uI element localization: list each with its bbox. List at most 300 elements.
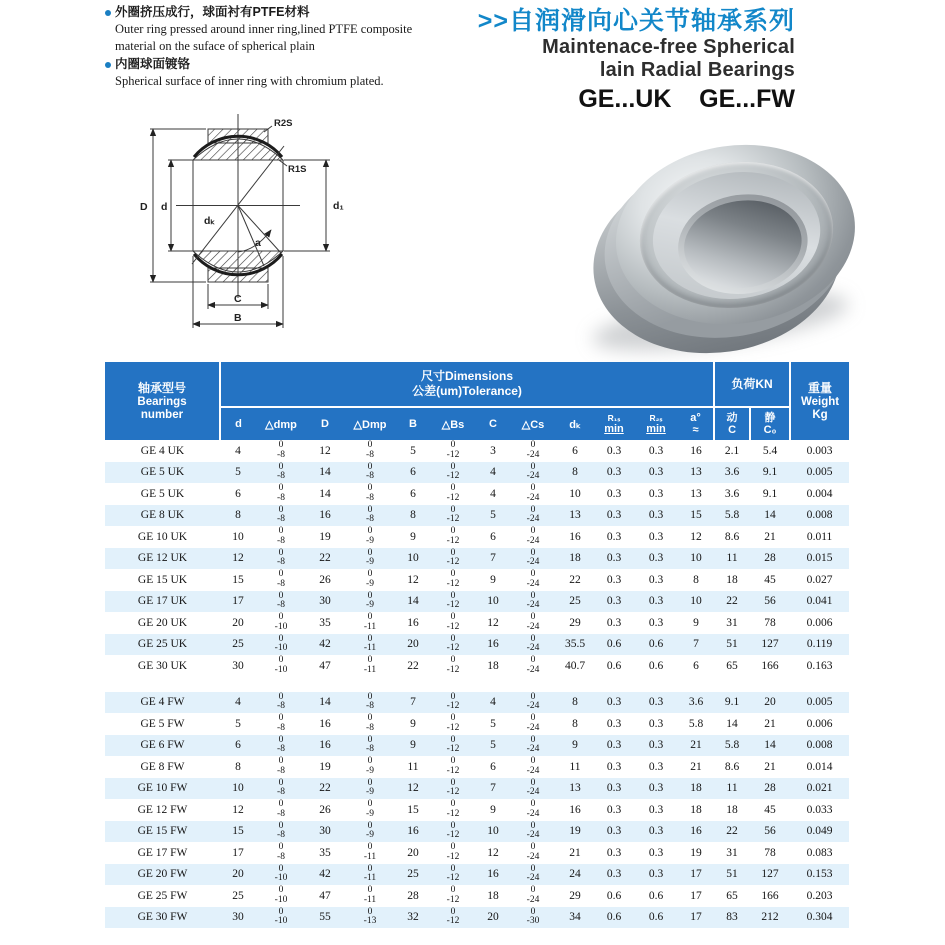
spec-value: 0.3 bbox=[606, 487, 622, 500]
spec-value: 78 bbox=[764, 846, 776, 859]
spec-value: 4 bbox=[476, 692, 510, 714]
spec-value: 16 bbox=[569, 803, 581, 816]
bullet-icon bbox=[105, 10, 111, 16]
spec-value: 8 bbox=[693, 573, 699, 586]
spec-value: 6 bbox=[490, 760, 496, 773]
spec-value: 16 bbox=[407, 616, 419, 629]
spec-value: 11 bbox=[407, 760, 419, 773]
spec-value: 0.3 bbox=[634, 505, 678, 527]
spec-value: 0 -12 bbox=[446, 885, 460, 905]
bearing-model: GE 8 UK bbox=[105, 505, 220, 527]
spec-value: 83 bbox=[714, 907, 750, 929]
spec-value: 28 bbox=[407, 889, 419, 902]
spec-value: 3.6 bbox=[724, 487, 740, 500]
spec-value: 22 bbox=[569, 573, 581, 586]
spec-value: 0.3 bbox=[648, 760, 664, 773]
spec-value: 21 bbox=[764, 760, 776, 773]
column-header: dₖ bbox=[556, 407, 594, 440]
column-header: R₂ₛ min bbox=[634, 407, 678, 440]
outer-ring-top bbox=[193, 139, 283, 160]
spec-value: 0.003 bbox=[806, 444, 833, 457]
spec-value: 13 bbox=[556, 778, 594, 800]
spec-value: 9 bbox=[410, 530, 416, 543]
spec-value: 5 bbox=[476, 735, 510, 757]
spec-value: 0 -24 bbox=[510, 692, 556, 714]
table-row bbox=[105, 655, 849, 677]
dim-label-R1S: R1S bbox=[288, 164, 307, 175]
bearings-number-zh: 轴承型号 bbox=[137, 380, 186, 395]
dim-label-a: a bbox=[255, 237, 261, 249]
spec-value: 0 -12 bbox=[430, 634, 476, 656]
dim-label-B: B bbox=[234, 312, 242, 324]
bearing-model: GE 12 UK bbox=[105, 548, 220, 570]
spec-value: 18 bbox=[690, 803, 702, 816]
column-header: R₁ₛ min bbox=[594, 407, 634, 440]
table-row bbox=[105, 735, 849, 757]
spec-value: 17 bbox=[678, 907, 714, 929]
spec-value: 127 bbox=[750, 864, 790, 886]
spec-value: 0 -12 bbox=[446, 655, 460, 675]
spec-value: 13 bbox=[556, 505, 594, 527]
spec-value: 4 bbox=[476, 462, 510, 484]
spec-value: 22 bbox=[714, 821, 750, 843]
column-header: d bbox=[220, 407, 256, 440]
spec-value: 40.7 bbox=[564, 659, 586, 672]
spec-value: 0.3 bbox=[594, 778, 634, 800]
spec-value: 7 bbox=[476, 778, 510, 800]
table-row bbox=[105, 778, 849, 800]
spec-value: 14 bbox=[319, 487, 331, 500]
spec-value: 0.3 bbox=[594, 591, 634, 613]
spec-value: 13 bbox=[690, 487, 702, 500]
spec-value: 28 bbox=[750, 778, 790, 800]
spec-value: 4 bbox=[220, 692, 256, 714]
spec-value: 0 -11 bbox=[363, 885, 377, 905]
spec-value: 18 bbox=[726, 573, 738, 586]
spec-value: 14 bbox=[306, 462, 344, 484]
spec-value: 0 -10 bbox=[256, 634, 306, 656]
spec-value: 9 bbox=[490, 803, 496, 816]
spec-value: 0.119 bbox=[790, 634, 849, 656]
spec-value: 0.3 bbox=[648, 616, 664, 629]
bearing-model: GE 10 UK bbox=[137, 530, 188, 543]
dim-label-dk: dₖ bbox=[204, 215, 215, 227]
spec-value: 47 bbox=[319, 659, 331, 672]
spec-value: 10 bbox=[232, 530, 244, 543]
spec-value: 0 -9 bbox=[366, 569, 374, 589]
spec-value: 10 bbox=[476, 821, 510, 843]
spec-value: 6 bbox=[220, 735, 256, 757]
spec-value: 0.6 bbox=[594, 907, 634, 929]
spec-value: 0.6 bbox=[594, 634, 634, 656]
spec-value: 0 -24 bbox=[526, 483, 540, 503]
spec-value: 0.3 bbox=[594, 548, 634, 570]
spec-value: 13 bbox=[678, 462, 714, 484]
spec-value: 0 -8 bbox=[256, 548, 306, 570]
bearing-model: GE 10 FW bbox=[105, 778, 220, 800]
bearing-model: GE 20 FW bbox=[105, 864, 220, 886]
spec-value: 0 -12 bbox=[430, 907, 476, 929]
spec-value: 0.3 bbox=[594, 505, 634, 527]
spec-value: 34 bbox=[556, 907, 594, 929]
spec-value: 0 -24 bbox=[526, 655, 540, 675]
spec-value: 45 bbox=[764, 573, 776, 586]
spec-value: 5 bbox=[476, 505, 510, 527]
spec-value: 12 bbox=[487, 846, 499, 859]
spec-value: 0 -24 bbox=[510, 634, 556, 656]
spec-value: 17 bbox=[678, 864, 714, 886]
spec-value: 17 bbox=[690, 889, 702, 902]
spec-value: 0 -10 bbox=[274, 655, 288, 675]
spec-value: 10 bbox=[220, 778, 256, 800]
spec-value: 7 bbox=[396, 692, 430, 714]
bearing-model: GE 30 FW bbox=[105, 907, 220, 929]
spec-value: 15 bbox=[232, 573, 244, 586]
spec-value: 5 bbox=[235, 717, 241, 730]
spec-value: 12 bbox=[319, 444, 331, 457]
table-row bbox=[105, 885, 849, 907]
spec-value: 20 bbox=[220, 864, 256, 886]
bearing-photo bbox=[578, 144, 890, 362]
spec-value: 0.005 bbox=[790, 692, 849, 714]
feature-item bbox=[105, 4, 485, 55]
spec-value: 0.3 bbox=[648, 444, 664, 457]
spec-value: 21 bbox=[569, 846, 581, 859]
spec-value: 65 bbox=[726, 659, 738, 672]
spec-value: 30 bbox=[306, 591, 344, 613]
spec-value: 0 -9 bbox=[344, 821, 396, 843]
spec-value: 0.3 bbox=[634, 692, 678, 714]
spec-value: 0.3 bbox=[594, 864, 634, 886]
spec-value: 0.3 bbox=[594, 692, 634, 714]
dim-label-d1: d₁ bbox=[333, 200, 344, 212]
spec-value: 0.163 bbox=[806, 659, 833, 672]
spec-value: 0.083 bbox=[806, 846, 833, 859]
spec-value: 16 bbox=[396, 821, 430, 843]
spec-value: 0 -8 bbox=[277, 799, 285, 819]
spec-value: 0 -11 bbox=[363, 612, 377, 632]
spec-value: 32 bbox=[396, 907, 430, 929]
spec-value: 21 bbox=[690, 760, 702, 773]
spec-value: 0.6 bbox=[634, 907, 678, 929]
feature-zh: 外圈挤压成行，球面衬有PTFE材料 bbox=[115, 5, 310, 19]
spec-value: 0 -24 bbox=[510, 778, 556, 800]
spec-value: 6 bbox=[572, 444, 578, 457]
spec-value: 9.1 bbox=[750, 462, 790, 484]
spec-value: 22 bbox=[306, 778, 344, 800]
spec-value: 0.3 bbox=[648, 573, 664, 586]
spec-value: 19 bbox=[690, 846, 702, 859]
spec-value: 0 -24 bbox=[510, 462, 556, 484]
spec-value: 22 bbox=[714, 591, 750, 613]
spec-value: 21 bbox=[764, 717, 776, 730]
spec-value: 0 -9 bbox=[344, 548, 396, 570]
spec-value: 10 bbox=[678, 591, 714, 613]
spec-value: 16 bbox=[569, 530, 581, 543]
spec-value: 8 bbox=[220, 505, 256, 527]
spec-value: 12 bbox=[396, 778, 430, 800]
spec-value: 0 -9 bbox=[344, 778, 396, 800]
spec-value: 0.008 bbox=[790, 735, 849, 757]
spec-value: 0.203 bbox=[806, 889, 833, 902]
spec-value: 0.041 bbox=[790, 591, 849, 613]
spec-value: 28 bbox=[750, 548, 790, 570]
spec-value: 3.6 bbox=[714, 462, 750, 484]
spec-value: 35.5 bbox=[556, 634, 594, 656]
spec-value: 0 -24 bbox=[526, 756, 540, 776]
spec-value: 0 -12 bbox=[430, 505, 476, 527]
outer-ring-bottom bbox=[193, 251, 283, 272]
spec-value: 47 bbox=[319, 889, 331, 902]
spec-value: 0.3 bbox=[606, 530, 622, 543]
bearing-model: GE 25 UK bbox=[105, 634, 220, 656]
spec-value: 42 bbox=[306, 864, 344, 886]
spec-value: 17 bbox=[220, 591, 256, 613]
spec-value: 5 bbox=[410, 444, 416, 457]
spec-value: 0.3 bbox=[606, 717, 622, 730]
spec-value: 212 bbox=[750, 907, 790, 929]
column-header: 静 C₀ bbox=[750, 407, 790, 440]
spec-value: 0.021 bbox=[790, 778, 849, 800]
spec-value: 31 bbox=[726, 846, 738, 859]
spec-value: 0 -11 bbox=[344, 864, 396, 886]
spec-value: 0 -12 bbox=[446, 756, 460, 776]
spec-value: 0 -11 bbox=[344, 634, 396, 656]
table-row bbox=[105, 907, 849, 929]
spec-value: 42 bbox=[306, 634, 344, 656]
spec-value: 4 bbox=[490, 487, 496, 500]
spec-value: 9 bbox=[410, 717, 416, 730]
spec-value: 3.6 bbox=[678, 692, 714, 714]
column-header: D bbox=[306, 407, 344, 440]
spec-value: 0.004 bbox=[806, 487, 833, 500]
spec-value: 30 bbox=[220, 907, 256, 929]
spec-value: 22 bbox=[407, 659, 419, 672]
spec-value: 35 bbox=[319, 616, 331, 629]
spec-value: 9 bbox=[556, 735, 594, 757]
spec-value: 18 bbox=[726, 803, 738, 816]
spec-value: 0 -8 bbox=[256, 505, 306, 527]
spec-value: 14 bbox=[750, 735, 790, 757]
spec-value: 0 -8 bbox=[256, 778, 306, 800]
spec-value: 16 bbox=[476, 864, 510, 886]
spec-value: 14 bbox=[750, 505, 790, 527]
spec-value: 55 bbox=[306, 907, 344, 929]
spec-value: 0 -24 bbox=[526, 612, 540, 632]
dim-label-d: d bbox=[161, 201, 168, 213]
spec-value: 5.8 bbox=[688, 717, 704, 730]
spec-value: 0 -12 bbox=[430, 864, 476, 886]
spec-value: 0 -8 bbox=[366, 713, 374, 733]
spec-value: 0 -12 bbox=[430, 548, 476, 570]
spec-value: 9 bbox=[490, 573, 496, 586]
bullet-icon bbox=[105, 62, 111, 68]
spec-value: 29 bbox=[569, 616, 581, 629]
spec-value: 16 bbox=[690, 444, 702, 457]
spec-value: 6 bbox=[396, 462, 430, 484]
spec-value: 0 -24 bbox=[510, 548, 556, 570]
bearing-model: GE 20 UK bbox=[137, 616, 188, 629]
spec-value: 0.3 bbox=[594, 462, 634, 484]
bearing-model: GE 15 UK bbox=[137, 573, 188, 586]
spec-value: 0 -10 bbox=[274, 885, 288, 905]
weight-unit: Kg bbox=[812, 408, 828, 421]
spec-value: 0 -12 bbox=[446, 483, 460, 503]
spec-value: 0.3 bbox=[634, 591, 678, 613]
dimensions-label: 尺寸Dimensions bbox=[421, 369, 514, 383]
spec-value: 0 -8 bbox=[344, 735, 396, 757]
spec-value: 8 bbox=[396, 505, 430, 527]
spec-value: 18 bbox=[487, 889, 499, 902]
spec-value: 5.4 bbox=[762, 444, 778, 457]
spec-value: 8 bbox=[235, 760, 241, 773]
spec-value: 26 bbox=[319, 803, 331, 816]
spec-value: 0 -12 bbox=[446, 799, 460, 819]
spec-value: 22 bbox=[306, 548, 344, 570]
table-row bbox=[105, 864, 849, 886]
spec-value: 0 -8 bbox=[256, 821, 306, 843]
weight-zh: 重量 bbox=[808, 380, 833, 395]
spec-value: 0.011 bbox=[806, 530, 833, 543]
bearing-model: GE 4 UK bbox=[140, 444, 185, 457]
spec-value: 65 bbox=[726, 889, 738, 902]
table-row bbox=[105, 692, 849, 714]
table-row bbox=[105, 440, 849, 462]
title-en-line2: lain Radial Bearings bbox=[599, 59, 795, 81]
bearings-number-en1: Bearings bbox=[137, 395, 187, 408]
spec-value: 19 bbox=[319, 760, 331, 773]
spec-value: 0.153 bbox=[790, 864, 849, 886]
spec-value: 0.6 bbox=[634, 634, 678, 656]
spec-value: 12 bbox=[487, 616, 499, 629]
spec-value: 35 bbox=[319, 846, 331, 859]
spec-value: 24 bbox=[556, 864, 594, 886]
spec-value: 0.033 bbox=[806, 803, 833, 816]
spec-value: 10 bbox=[569, 487, 581, 500]
spec-value: 0 -13 bbox=[344, 907, 396, 929]
spec-value: 3 bbox=[490, 444, 496, 457]
spec-value: 0 -8 bbox=[256, 692, 306, 714]
spec-value: 0 -8 bbox=[366, 440, 374, 460]
column-header: a° ≈ bbox=[678, 407, 714, 440]
spec-value: 51 bbox=[714, 864, 750, 886]
spec-value: 0 -24 bbox=[526, 526, 540, 546]
spec-value: 5 bbox=[220, 462, 256, 484]
bearing-model: GE 12 FW bbox=[137, 803, 188, 816]
spec-value: 0.008 bbox=[790, 505, 849, 527]
spec-value: 20 bbox=[476, 907, 510, 929]
spec-value: 25 bbox=[232, 889, 244, 902]
table-row bbox=[105, 569, 849, 591]
bearing-cross-section-diagram bbox=[138, 112, 374, 352]
spec-value: 0.3 bbox=[606, 616, 622, 629]
spec-value: 0.006 bbox=[806, 616, 833, 629]
spec-value: 0 -8 bbox=[277, 526, 285, 546]
spec-value: 0.005 bbox=[790, 462, 849, 484]
spec-value: 0 -8 bbox=[277, 440, 285, 460]
spec-value: 16 bbox=[678, 821, 714, 843]
table-row bbox=[105, 842, 849, 864]
spec-value: 6 bbox=[235, 487, 241, 500]
spec-value: 0 -8 bbox=[344, 505, 396, 527]
spec-value: 5.8 bbox=[714, 735, 750, 757]
spec-value: 166 bbox=[761, 659, 779, 672]
spec-value: 0 -24 bbox=[510, 864, 556, 886]
table-row bbox=[105, 548, 849, 570]
table-row bbox=[105, 591, 849, 613]
spec-value: 25 bbox=[220, 634, 256, 656]
spec-table-body bbox=[105, 440, 849, 928]
spec-value: 0 -12 bbox=[446, 569, 460, 589]
spec-value: 15 bbox=[220, 821, 256, 843]
feature-en: material on the suface of spherical plain bbox=[115, 39, 315, 53]
spec-value: 18 bbox=[678, 778, 714, 800]
weight-header bbox=[790, 362, 849, 440]
spec-value: 0.3 bbox=[648, 803, 664, 816]
spec-value: 2.1 bbox=[724, 444, 740, 457]
spec-value: 0.6 bbox=[648, 889, 664, 902]
features-list bbox=[105, 4, 485, 91]
spec-value: 0.6 bbox=[648, 659, 664, 672]
spec-value: 20 bbox=[232, 616, 244, 629]
spec-value: 10 bbox=[396, 548, 430, 570]
bearing-model: GE 5 FW bbox=[140, 717, 185, 730]
spec-value: 9 bbox=[396, 735, 430, 757]
spec-value: 0.304 bbox=[790, 907, 849, 929]
spec-value: 12 bbox=[220, 548, 256, 570]
spec-value: 30 bbox=[232, 659, 244, 672]
spec-value: 8.6 bbox=[724, 530, 740, 543]
dimensions-group-header bbox=[220, 362, 714, 407]
column-header: △Dmp bbox=[344, 407, 396, 440]
table-row bbox=[105, 612, 849, 634]
spec-value: 18 bbox=[556, 548, 594, 570]
column-header: 动 C bbox=[714, 407, 750, 440]
spec-value: 0 -24 bbox=[510, 591, 556, 613]
spec-value: 0 -10 bbox=[256, 907, 306, 929]
series-title-zh: >>自润滑向心关节轴承系列 bbox=[477, 7, 795, 35]
spec-value: 0.3 bbox=[634, 735, 678, 757]
spec-value: 0 -12 bbox=[446, 526, 460, 546]
spec-value: 10 bbox=[476, 591, 510, 613]
spec-value: 0 -12 bbox=[446, 842, 460, 862]
spec-value: 0 -9 bbox=[366, 526, 374, 546]
spec-value: 30 bbox=[306, 821, 344, 843]
bearing-model: GE 5 UK bbox=[105, 462, 220, 484]
bearing-model: GE 8 FW bbox=[140, 760, 185, 773]
dim-label-R2S: R2S bbox=[274, 118, 293, 129]
bearing-model: GE 15 FW bbox=[105, 821, 220, 843]
table-row bbox=[105, 526, 849, 548]
spec-value: 25 bbox=[556, 591, 594, 613]
bearings-number-header bbox=[105, 362, 220, 440]
spec-value: 19 bbox=[556, 821, 594, 843]
spec-value: 51 bbox=[714, 634, 750, 656]
title-block bbox=[478, 6, 795, 114]
spec-value: 21 bbox=[678, 735, 714, 757]
spec-value: 0.6 bbox=[606, 659, 622, 672]
spec-value: 14 bbox=[306, 692, 344, 714]
spec-value: 31 bbox=[726, 616, 738, 629]
spec-value: 78 bbox=[764, 616, 776, 629]
weight-en: Weight bbox=[800, 395, 840, 408]
spec-value: 0 -12 bbox=[430, 821, 476, 843]
dim-label-C: C bbox=[234, 293, 242, 305]
spec-value: 0 -9 bbox=[366, 799, 374, 819]
spec-value: 11 bbox=[714, 778, 750, 800]
spec-value: 16 bbox=[476, 634, 510, 656]
spec-value: 11 bbox=[569, 760, 581, 773]
